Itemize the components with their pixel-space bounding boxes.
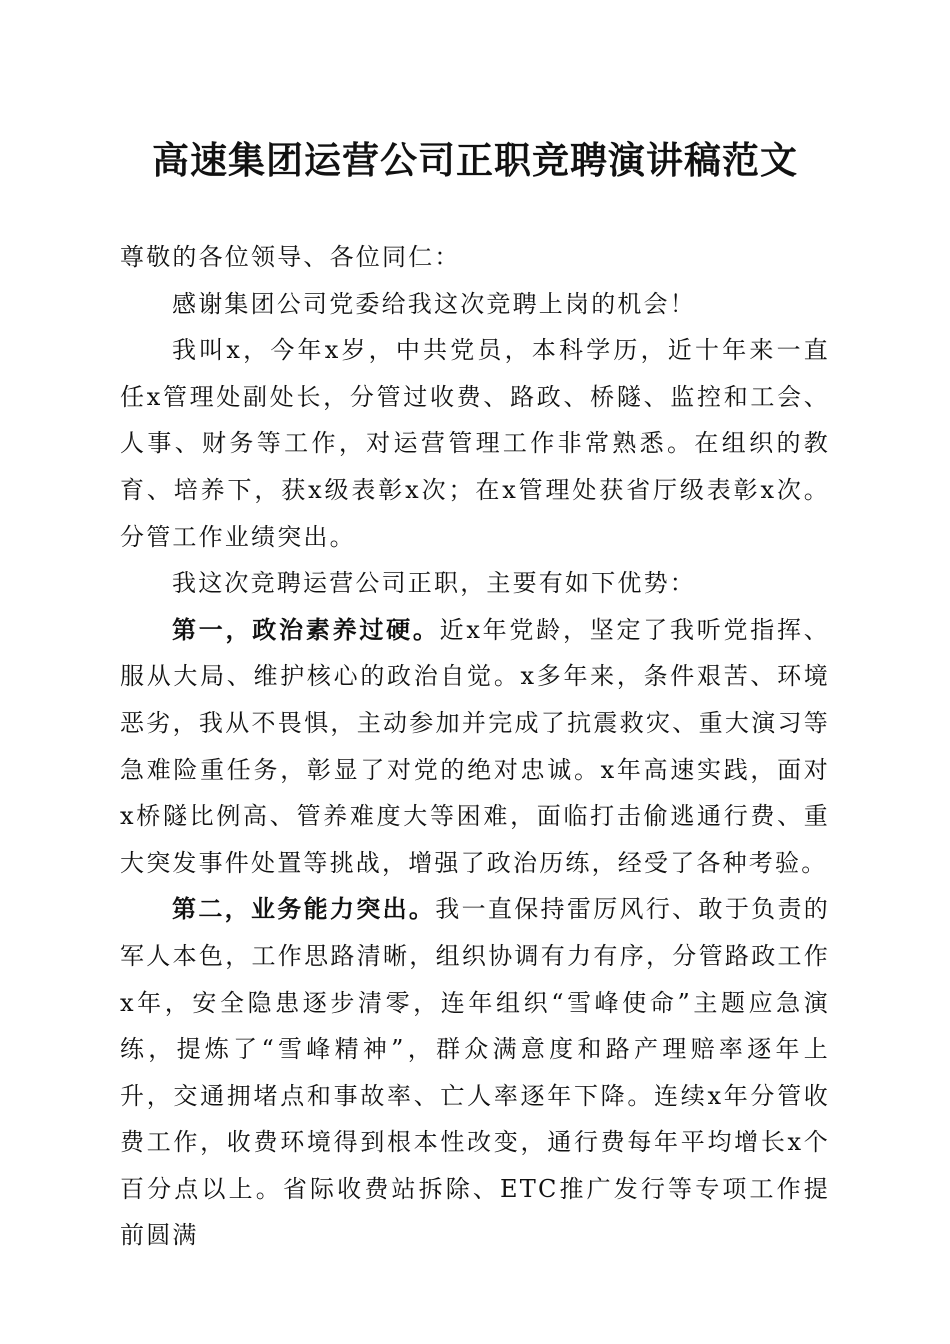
paragraph-text: 我一直保持雷厉风行、敢于负责的军人本色，工作思路清晰，组织协调有力有序，分管路政工作x年，安全隐患逐步清零，连年组织“雪峰使命”主题应急演练，提炼了“雪峰精神”，群众满意度和路产理赔率逐年上升，交通拥堵点和事故率、亡人率逐年下降。连续x年分管收费工作，收费环境得到根本性改变，通行费每年平均增长x个百分点以上。省际收费站拆除、ETC推广发行等专项工作提前圆满	[120, 895, 830, 1250]
paragraph-advantages-intro	[120, 560, 830, 607]
paragraph-introduction	[120, 327, 830, 560]
paragraph-advantage-first	[120, 607, 830, 887]
document-title: 高速集团运营公司正职竞聘演讲稿范文	[152, 138, 798, 182]
paragraph-advantage-second	[120, 886, 830, 1259]
paragraph-lead: 第二，业务能力突出。	[172, 894, 436, 924]
paragraph-lead: 第一，政治素养过硬。	[172, 614, 440, 644]
paragraph-text: 我叫x，今年x岁，中共党员，本科学历，近十年来一直任x管理处副处长，分管过收费、路政、桥隧、监控和工会、人事、财务等工作，对运营管理工作非常熟悉。在组织的教育、培养下，获x级表彰x次；在x管理处获省厅级表彰x次。分管工作业绩突出。	[120, 336, 830, 551]
document-body	[120, 234, 830, 1259]
paragraph-thanks	[120, 281, 830, 328]
paragraph-text: 近x年党龄，坚定了我听党指挥、服从大局、维护核心的政治自觉。x多年来，条件艰苦、环境恶劣，我从不畏惧，主动参加并完成了抗震救灾、重大演习等急难险重任务，彰显了对党的绝对忠诚。x年高速实践，面对x桥隧比例高、管养难度大等困难，面临打击偷逃通行费、重大突发事件处置等挑战，增强了政治历练，经受了各种考验。	[120, 615, 830, 877]
paragraph-text: 感谢集团公司党委给我这次竞聘上岗的机会！	[172, 289, 696, 318]
salutation: 尊敬的各位领导、各位同仁：	[120, 243, 461, 271]
paragraph-text: 我这次竞聘运营公司正职，主要有如下优势：	[172, 569, 696, 598]
